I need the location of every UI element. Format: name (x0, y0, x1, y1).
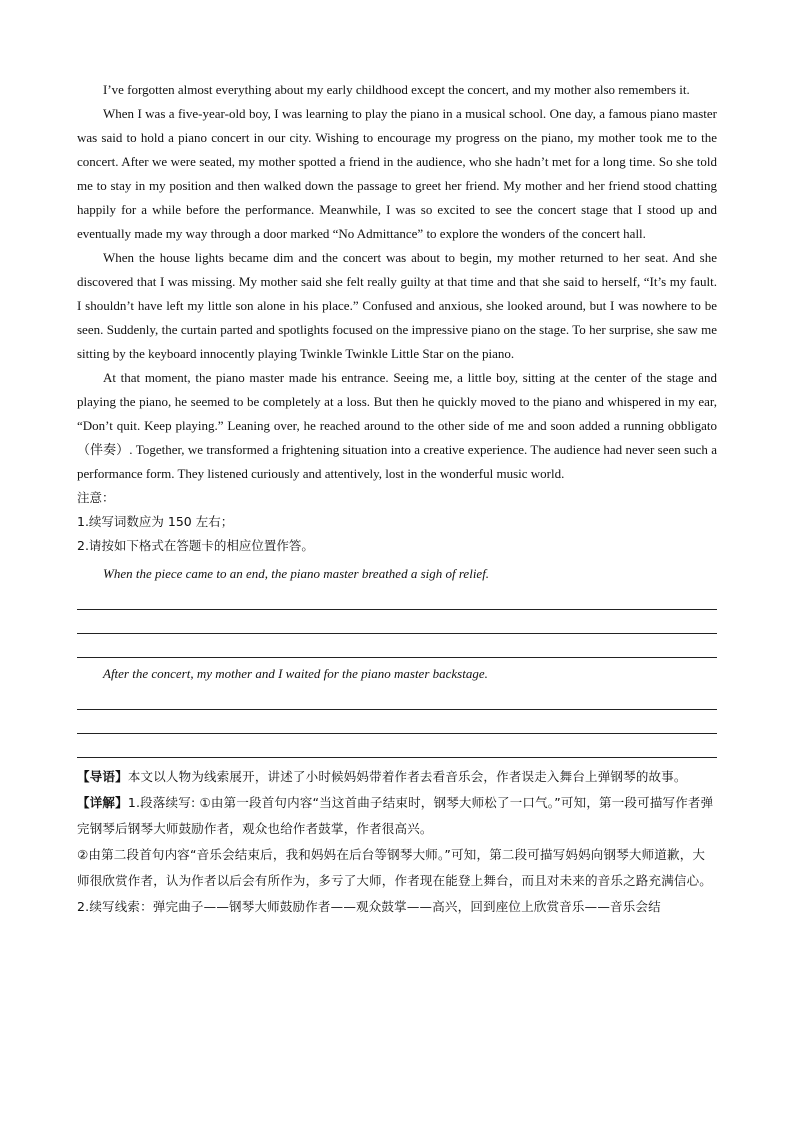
passage-paragraph-2: When I was a five-year-old boy, I was learning to play the piano in a musical school. One day, a famous piano master was said to hold a piano concert in our city. Wishing to encourage my progress on the piano, my mother took me to the concert. After we were seated, my mother spotted a friend in the audience, who she hadn’t met for a long time. So she told me to stay in my position and then walked down the passage to greet her friend. My mother and her friend stood chatting happily for a while before the performance. Meanwhile, I was so excited to see the concert stage that I stood up and eventually made my way through a door marked “No Admittance” to explore the wonders of the concert hall. (77, 106, 717, 241)
detail-paragraph (77, 790, 717, 842)
detail-text-2: ②由第二段首句内容“音乐会结束后，我和妈妈在后台等钢琴大师。”可知，第二段可描写妈妈向钢琴大师道歉，大师很欣赏作者，认为作者以后会有所作为，多亏了大师，作者现在能登上舞台，而且对未来的音乐之路充满信心。 (77, 847, 713, 888)
answer-line (77, 710, 717, 734)
guide-text: 本文以人物为线索展开，讲述了小时候妈妈带着作者去看音乐会，作者误走入舞台上弹钢琴的故事。 (127, 769, 687, 784)
guide-label: 【导语】 (77, 769, 128, 784)
note-word-count: 1.续写词数应为 150 左右； (77, 514, 234, 529)
continuation-prompt-1: When the piece came to an end, the piano master breathed a sigh of relief. (103, 566, 490, 581)
passage-paragraph-1: I’ve forgotten almost everything about my early childhood except the concert, and my mother also remembers it. (103, 82, 690, 97)
answer-line (77, 686, 717, 710)
answer-line (77, 734, 717, 758)
answer-line (77, 634, 717, 658)
answer-line (77, 586, 717, 610)
detail-label: 【详解】 (77, 795, 128, 810)
answer-line (77, 610, 717, 634)
analysis-section (77, 764, 717, 920)
note-answer-format: 2.请按如下格式在答题卡的相应位置作答。 (77, 538, 314, 553)
continuation-prompt-2: After the concert, my mother and I waited for the piano master backstage. (103, 666, 488, 681)
passage-paragraph-4: At that moment, the piano master made his entrance. Seeing me, a little boy, sitting at the center of the stage and playing the piano, he seemed to be completely at a loss. But then he quickly moved to the piano and whispered in my ear, “Don’t quit. Keep playing.” Leaning over, he reached around to the other side of me and soon added a running obbligato（伴奏）. Together, we transformed a frightening situation into a creative experience. The audience had never seen such a performance form. They listened curiously and attentively, lost in the wonderful music world. (77, 370, 717, 481)
detail-text-3: 2.续写线索：弹完曲子——钢琴大师鼓励作者——观众鼓掌——高兴，回到座位上欣赏音乐——音乐会结 (77, 899, 661, 914)
notes-heading: 注意： (77, 490, 115, 505)
detail-text-1: 1.段落续写: ①由第一段首句内容“当这首曲子结束时，钢琴大师松了一口气。”可知，第一段可描写作者弹完钢琴后钢琴大师鼓励作者，观众也给作者鼓掌，作者很高兴。 (77, 795, 714, 836)
guide-paragraph (77, 764, 717, 790)
passage-paragraph-3: When the house lights became dim and the concert was about to begin, my mother returned to her seat. And she discovered that I was missing. My mother said she felt really guilty at that time and that she said to herself, “It’s my fault. I shouldn’t have left my little son alone in his place.” Confused and anxious, she looked around, but I was nowhere to be seen. Suddenly, the curtain parted and spotlights focused on the impressive piano on the stage. To her surprise, she saw me sitting by the keyboard innocently playing Twinkle Twinkle Little Star on the piano. (77, 250, 717, 361)
document-page (77, 78, 717, 920)
